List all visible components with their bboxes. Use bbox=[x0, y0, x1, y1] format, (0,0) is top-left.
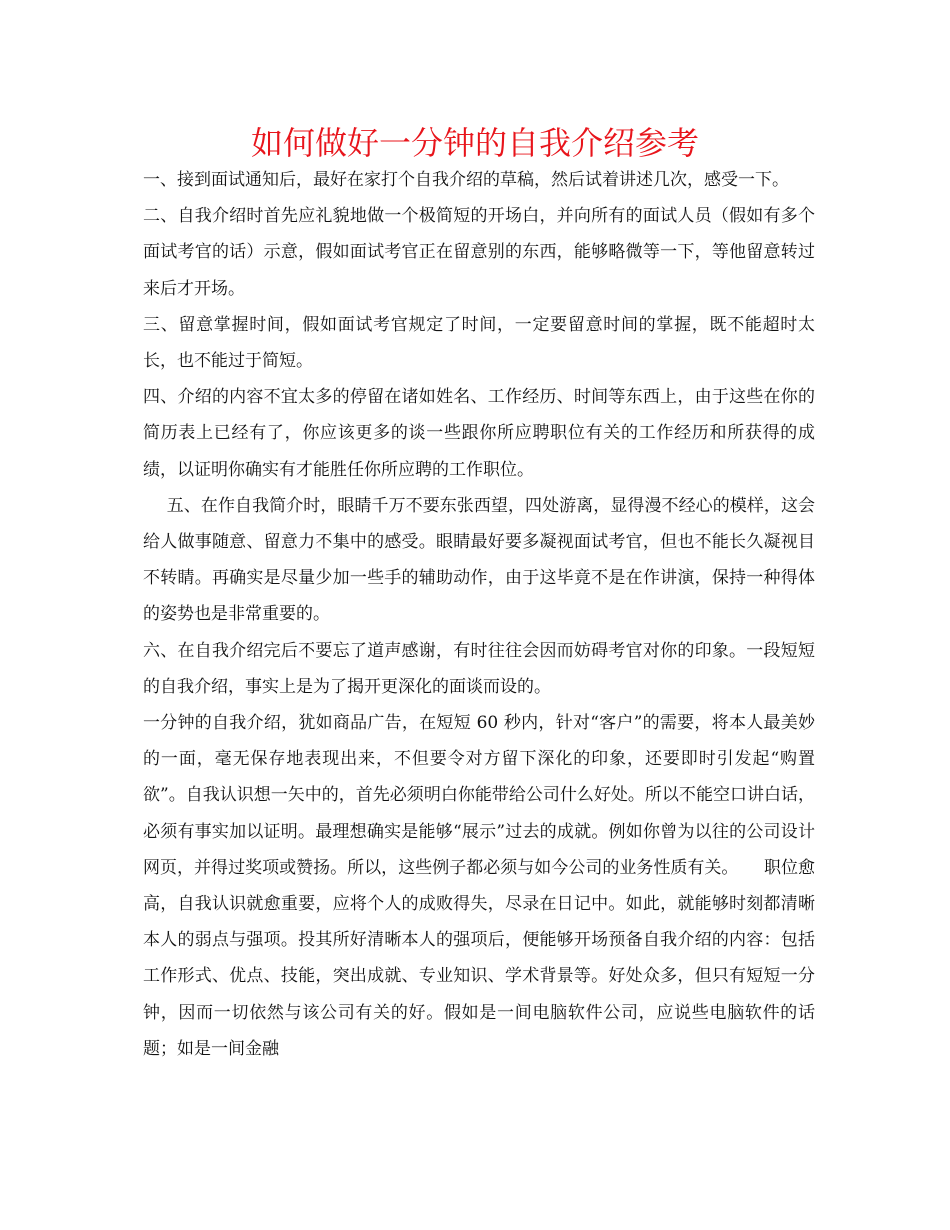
paragraph-1: 一、接到面试通知后，最好在家打个自我介绍的草稿，然后试着讲述几次，感受一下。 bbox=[143, 170, 789, 190]
paragraph-5: 五、在作自我简介时，眼睛千万不要东张西望，四处游离，显得漫不经心的模样，这会给人做事随意、留意力不集中的感受。眼睛最好要多凝视面试考官，但也不能长久凝视目不转睛。再确实是尽量少加一些手的辅助动作，由于这毕竟不是在作讲演，保持一种得体的姿势也是非常重要的。 bbox=[143, 495, 815, 625]
paragraph-2: 二、自我介绍时首先应礼貌地做一个极简短的开场白，并向所有的面试人员（假如有多个面试考官的话）示意，假如面试考官正在留意别的东西，能够略微等一下，等他留意转过来后才开场。 bbox=[143, 206, 815, 299]
paragraph-3: 三、留意掌握时间，假如面试考官规定了时间，一定要留意时间的掌握，既不能超时太长，也不能过于简短。 bbox=[143, 314, 815, 372]
paragraph-4: 四、介绍的内容不宜太多的停留在诸如姓名、工作经历、时间等东西上，由于这些在你的简历表上已经有了，你应该更多的谈一些跟你所应聘职位有关的工作经历和所获得的成绩，以证明你确实有才能胜任你所应聘的工作职位。 bbox=[143, 387, 815, 480]
paragraph-6: 六、在自我介绍完后不要忘了道声感谢，有时往往会因而妨碍考官对你的印象。一段短短的自我介绍，事实上是为了揭开更深化的面谈而设的。 bbox=[143, 640, 815, 697]
document-title: 如何做好一分钟的自我介绍参考 bbox=[250, 124, 699, 162]
paragraph-7: 一分钟的自我介绍，犹如商品广告，在短短 60 秒内，针对“客户”的需要，将本人最美妙的一面，毫无保存地表现出来，不但要令对方留下深化的印象，还要即时引发起“购置欲”。自我认识想一矢中的，首先必须明白你能带给公司什么好处。所以不能空口讲白话，必须有事实加以证明。最理想确实是能够“展示”过去的成就。例如你曾为以往的公司设计网页，并得过奖项或赞扬。所以，这些例子都必须与如今公司的业务性质有关。 职位愈高，自我认识就愈重要，应将个人的成败得失，尽录在日记中。如此，就能够时刻都清晰本人的弱点与强项。投其所好清晰本人的强项后，便能够开场预备自我介绍的内容：包括工作形式、优点、技能，突出成就、专业知识、学术背景等。好处众多，但只有短短一分钟，因而一切依然与该公司有关的好。假如是一间电脑软件公司，应说些电脑软件的话题；如是一间金融 bbox=[143, 713, 815, 1059]
document-body bbox=[143, 162, 815, 1067]
